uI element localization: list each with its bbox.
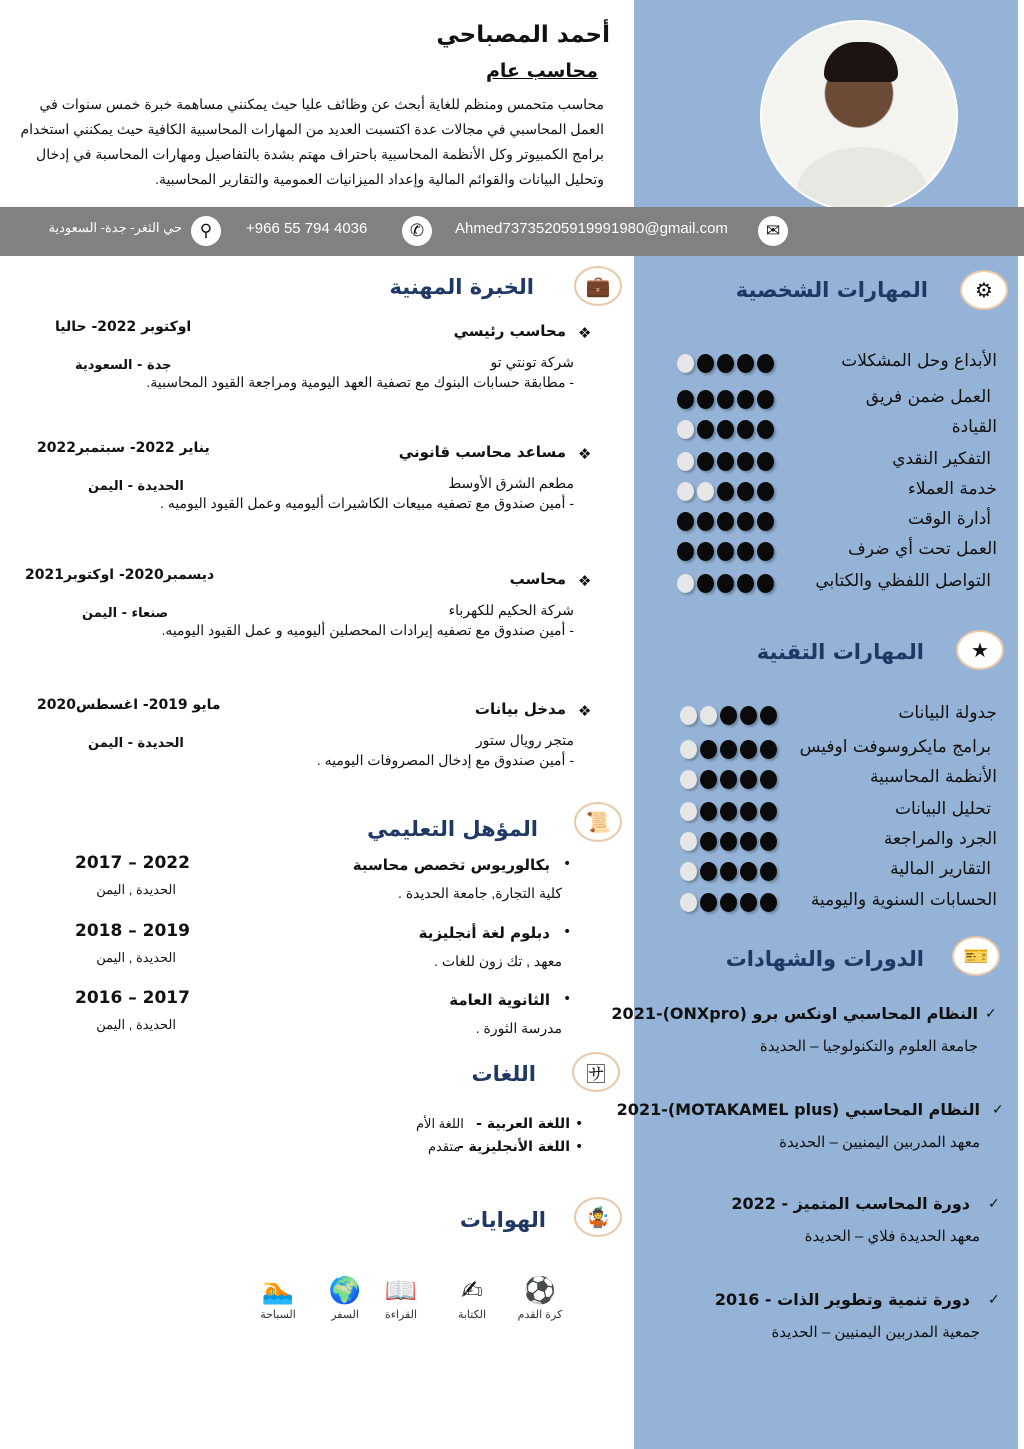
education-place: الحديدة , اليمن: [96, 950, 176, 965]
filled-dot: [700, 832, 717, 851]
filled-dot: [760, 802, 777, 821]
bullet-icon: •: [563, 924, 572, 940]
job-description: - مطابقة حسابات البنوك مع تصفية العهد اليومية ومراجعة القيود المحاسبية.: [146, 374, 574, 390]
check-icon: ✓: [988, 1292, 1000, 1308]
swimming-icon: 🏊: [261, 1276, 295, 1306]
language-level: اللغة الأم: [416, 1116, 464, 1131]
diamond-bullet-icon: ❖: [578, 702, 592, 720]
course-place: معهد الحديدة فلاي – الحديدة: [804, 1228, 980, 1245]
filled-dot: [760, 893, 777, 912]
filled-dot: [760, 862, 777, 881]
course-place: جمعية المدربين اليمنيين – الحديدة: [771, 1324, 980, 1341]
filled-dot: [757, 420, 774, 439]
education-degree: بكالوريوس تخصص محاسبة: [352, 856, 550, 874]
course-title: النظام المحاسبي (MOTAKAMEL plus)-2021: [616, 1100, 980, 1119]
education-years: 2017 – 2022: [75, 853, 190, 873]
job-title: محاسب عام: [485, 60, 598, 82]
filled-dot: [737, 542, 754, 561]
hobby-item: [442, 1276, 502, 1321]
email-icon: ✉: [758, 216, 788, 246]
filled-dot: [740, 706, 757, 725]
skill-label: التقارير المالية: [890, 859, 991, 879]
filled-dot: [737, 390, 754, 409]
courses-heading: الدورات والشهادات: [725, 947, 924, 971]
education-years: 2018 – 2019: [75, 921, 190, 941]
contact-bar: [0, 207, 1024, 256]
bullet-icon: •: [575, 1139, 584, 1155]
filled-dot: [720, 893, 737, 912]
skill-label: الجرد والمراجعة: [883, 829, 997, 849]
skill-label: أدارة الوقت: [907, 509, 991, 529]
filled-dot: [697, 390, 714, 409]
language-level: متقدم: [428, 1139, 461, 1154]
course-title: دورة المحاسب المتميز - 2022: [731, 1194, 970, 1213]
education-degree: الثانوية العامة: [449, 991, 550, 1009]
filled-dot: [757, 574, 774, 593]
job-date: مايو 2019- اغسطس2020: [37, 697, 221, 713]
empty-dot: [680, 740, 697, 759]
email-text[interactable]: Ahmed7373520591999​1980@gmail.com: [455, 220, 728, 237]
experience-heading: الخبرة المهنية: [389, 275, 534, 299]
job-title: محاسب: [509, 570, 566, 588]
bullet-icon: •: [575, 1116, 584, 1132]
filled-dot: [737, 452, 754, 471]
filled-dot: [700, 893, 717, 912]
filled-dot: [697, 420, 714, 439]
empty-dot: [680, 862, 697, 881]
hobby-item: [510, 1276, 570, 1321]
education-school: كلية التجارة, جامعة الحديدة .: [398, 885, 562, 901]
job-location: الحديدة - اليمن: [88, 479, 184, 494]
course-place: جامعة العلوم والتكنولوجيا – الحديدة: [759, 1038, 978, 1055]
translate-icon: 🈂: [572, 1052, 620, 1092]
filled-dot: [697, 354, 714, 373]
job-title: محاسب رئيسي: [453, 322, 566, 340]
filled-dot: [720, 862, 737, 881]
filled-dot: [737, 354, 754, 373]
filled-dot: [737, 574, 754, 593]
education-school: معهد , تك زون للغات .: [434, 953, 562, 969]
skill-label: جدولة البيانات: [898, 703, 997, 723]
skill-label: العمل ضمن فريق: [865, 387, 991, 407]
filled-dot: [700, 770, 717, 789]
diamond-bullet-icon: ❖: [578, 445, 592, 463]
language-name: اللغة الأنجليزية -: [457, 1139, 570, 1155]
filled-dot: [740, 832, 757, 851]
filled-dot: [737, 482, 754, 501]
skill-rating: [680, 862, 777, 881]
empty-dot: [680, 706, 697, 725]
empty-dot: [680, 893, 697, 912]
filled-dot: [757, 390, 774, 409]
filled-dot: [760, 832, 777, 851]
certificate-icon: 📜: [574, 802, 622, 842]
filled-dot: [677, 512, 694, 531]
job-location: صنعاء - اليمن: [82, 606, 169, 621]
job-description: - أمين صندوق مع تصفيه مبيعات الكاشيرات أليوميه وعمل القيود اليوميه .: [160, 495, 574, 511]
candidate-name: أحمد المصباحي: [436, 22, 610, 48]
job-company: شركة الحكيم للكهرباء: [448, 602, 574, 618]
skill-rating: [680, 893, 777, 912]
job-date: ديسمبر2020- اوكتوبر2021: [25, 567, 215, 583]
filled-dot: [717, 452, 734, 471]
empty-dot: [677, 482, 694, 501]
empty-dot: [700, 706, 717, 725]
check-icon: ✓: [992, 1102, 1004, 1118]
skill-rating: [677, 420, 774, 439]
skill-rating: [677, 512, 774, 531]
bullet-icon: •: [563, 991, 572, 1007]
education-place: الحديدة , اليمن: [96, 882, 176, 897]
profile-photo: [760, 20, 958, 212]
phone-text[interactable]: +966 55 794 4036: [246, 220, 368, 237]
filled-dot: [737, 420, 754, 439]
skill-rating: [677, 542, 774, 561]
hobby-label: السفر: [331, 1309, 359, 1321]
skill-rating: [680, 706, 777, 725]
skill-rating: [677, 482, 774, 501]
skill-label: الحسابات السنوية واليومية: [810, 890, 997, 910]
location-pin-icon: ⚲: [191, 216, 221, 246]
filled-dot: [717, 512, 734, 531]
empty-dot: [677, 354, 694, 373]
filled-dot: [760, 770, 777, 789]
diamond-bullet-icon: ❖: [578, 324, 592, 342]
bullet-icon: •: [563, 856, 572, 872]
job-description: - أمين صندوق مع إدخال المصروفات اليوميه .: [316, 752, 574, 768]
filled-dot: [757, 542, 774, 561]
job-date: اوكتوبر 2022- حاليا: [55, 319, 192, 335]
filled-dot: [717, 420, 734, 439]
skill-label: الأبداع وحل المشكلات: [841, 351, 997, 371]
technical-skills-heading: المهارات التقنية: [756, 640, 924, 664]
check-icon: ✓: [985, 1006, 997, 1022]
filled-dot: [717, 354, 734, 373]
filled-dot: [720, 706, 737, 725]
empty-dot: [680, 770, 697, 789]
skill-label: التواصل اللفظي والكتابي: [815, 571, 991, 591]
education-heading: المؤهل التعليمي: [367, 817, 538, 841]
skill-label: التفكير النقدي: [892, 449, 991, 469]
filled-dot: [760, 740, 777, 759]
filled-dot: [757, 452, 774, 471]
phone-icon: ✆: [402, 216, 432, 246]
filled-dot: [740, 893, 757, 912]
skill-rating: [677, 452, 774, 471]
filled-dot: [700, 740, 717, 759]
skill-label: تحليل البيانات: [895, 799, 991, 819]
course-title: دورة تنمية وتطوير الذات - 2016: [714, 1290, 970, 1309]
skill-rating: [677, 390, 774, 409]
filled-dot: [740, 802, 757, 821]
filled-dot: [720, 802, 737, 821]
education-place: الحديدة , اليمن: [96, 1017, 176, 1032]
job-title: مدخل بيانات: [474, 700, 566, 718]
job-description: - أمين صندوق مع تصفيه إيرادات المحصلين أليوميه و عمل القيود اليوميه.: [161, 622, 574, 638]
filled-dot: [740, 740, 757, 759]
empty-dot: [677, 452, 694, 471]
hobbies-heading: الهوايات: [459, 1208, 546, 1232]
job-location: جدة - السعودية: [75, 358, 172, 373]
skill-rating: [680, 802, 777, 821]
writing-icon: ✍: [461, 1276, 483, 1306]
travel-globe-icon: 🌍: [328, 1276, 362, 1306]
personal-skills-heading: المهارات الشخصية: [735, 278, 928, 302]
filled-dot: [697, 574, 714, 593]
education-school: مدرسة الثورة .: [475, 1020, 562, 1036]
hobby-label: القراءة: [384, 1309, 418, 1321]
certificate-card-icon: 🎫: [952, 936, 1000, 976]
diamond-bullet-icon: ❖: [578, 572, 592, 590]
empty-dot: [677, 574, 694, 593]
filled-dot: [757, 354, 774, 373]
skill-rating: [680, 832, 777, 851]
profile-summary: محاسب متحمس ومنظم للغاية أبحث عن وظائف عليا حيث يمكنني مساهمة خبرة خمس سنوات في العمل المحاسبي في مجالات عدة اكتسبت العديد من المهارات المحاسبية الكافية حيث يمكنني استخدام برامج الكمبيوتر وكل الأنظمة المحاسبية باحتراف مهتم بشدة بالتفاصيل ومهارات المحاسبة في إدخال وتحليل البيانات والقوائم المالية وإعداد الميزانيات العمومية والتقارير المحاسبية.: [20, 96, 604, 187]
filled-dot: [740, 770, 757, 789]
empty-dot: [680, 832, 697, 851]
job-title: مساعد محاسب قانوني: [398, 443, 566, 461]
empty-dot: [680, 802, 697, 821]
address-text: حي الثغر- جدة- السعودية: [48, 220, 182, 235]
filled-dot: [760, 706, 777, 725]
skill-label: الأنظمة المحاسبية: [870, 767, 997, 787]
course-title: النظام المحاسبي اونكس برو (ONXpro)-2021: [611, 1004, 978, 1023]
filled-dot: [757, 512, 774, 531]
skill-rating: [680, 740, 777, 759]
education-years: 2016 – 2017: [75, 988, 190, 1008]
filled-dot: [697, 542, 714, 561]
head-gear-icon: ⚙: [960, 270, 1008, 310]
skill-label: القيادة: [951, 417, 997, 437]
filled-dot: [737, 512, 754, 531]
filled-dot: [697, 452, 714, 471]
hobby-item: [248, 1276, 308, 1321]
filled-dot: [717, 390, 734, 409]
juggling-person-icon: 🤹: [574, 1197, 622, 1237]
empty-dot: [697, 482, 714, 501]
job-date: يناير 2022- سبتمبر2022: [37, 440, 210, 456]
filled-dot: [677, 542, 694, 561]
education-degree: دبلوم لغة أنجليزية: [418, 924, 550, 942]
filled-dot: [677, 390, 694, 409]
language-name: اللغة العربية -: [476, 1116, 570, 1132]
hobby-item: [315, 1276, 375, 1321]
job-company: مطعم الشرق الأوسط: [448, 475, 574, 491]
filled-dot: [700, 862, 717, 881]
job-company: متجر رويال ستور: [475, 732, 574, 748]
skill-rating: [680, 770, 777, 789]
filled-dot: [717, 482, 734, 501]
filled-dot: [700, 802, 717, 821]
filled-dot: [740, 862, 757, 881]
briefcase-icon: 💼: [574, 266, 622, 306]
hobby-label: كرة القدم: [517, 1309, 563, 1321]
hobby-label: الكتابة: [457, 1309, 487, 1321]
empty-dot: [677, 420, 694, 439]
job-company: شركة تونتي تو: [490, 354, 574, 370]
football-icon: ⚽: [523, 1276, 557, 1306]
reading-icon: 📖: [384, 1276, 418, 1306]
filled-dot: [697, 512, 714, 531]
check-icon: ✓: [988, 1196, 1000, 1212]
filled-dot: [720, 770, 737, 789]
languages-heading: اللغات: [471, 1062, 536, 1086]
skill-label: العمل تحت أي ضرف: [848, 539, 997, 559]
job-location: الحديدة - اليمن: [88, 736, 184, 751]
filled-dot: [717, 574, 734, 593]
skill-rating: [677, 574, 774, 593]
star-person-icon: ★: [956, 630, 1004, 670]
filled-dot: [717, 542, 734, 561]
filled-dot: [720, 740, 737, 759]
filled-dot: [720, 832, 737, 851]
hobby-label: السباحة: [260, 1309, 296, 1321]
filled-dot: [757, 482, 774, 501]
skill-label: برامج مايكروسوفت اوفيس: [799, 737, 991, 757]
course-place: معهد المدربين اليمنيين – الحديدة: [779, 1134, 980, 1151]
skill-rating: [677, 354, 774, 373]
hobby-item: [371, 1276, 431, 1321]
skill-label: خدمة العملاء: [907, 479, 997, 499]
